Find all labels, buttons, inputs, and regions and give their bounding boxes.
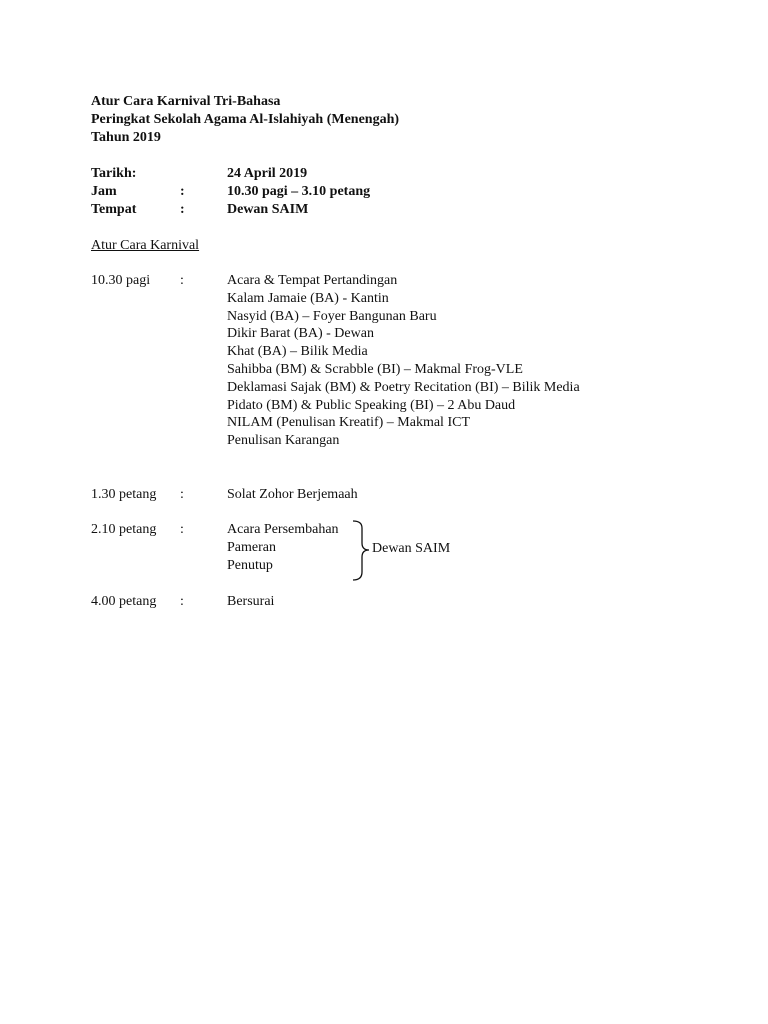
document-title: Atur Cara Karnival Tri-Bahasa bbox=[91, 94, 281, 109]
schedule-time: 10.30 pagi bbox=[91, 273, 151, 288]
schedule-colon: : bbox=[180, 487, 184, 502]
schedule-item: Penutup bbox=[227, 558, 273, 573]
time-label: Jam bbox=[91, 184, 117, 199]
right-brace-icon bbox=[350, 520, 372, 582]
schedule-item: Penulisan Karangan bbox=[227, 433, 340, 449]
document-year: Tahun 2019 bbox=[91, 130, 161, 145]
schedule-item: Pidato (BM) & Public Speaking (BI) – 2 Abu Daud bbox=[227, 397, 516, 413]
schedule-item: Acara & Tempat Pertandingan bbox=[227, 273, 398, 288]
schedule-colon: : bbox=[180, 522, 184, 537]
brace-label: Dewan SAIM bbox=[372, 541, 451, 556]
date-label: Tarikh: bbox=[91, 166, 137, 181]
schedule-item: Solat Zohor Berjemaah bbox=[227, 487, 358, 502]
time-colon: : bbox=[180, 184, 185, 199]
schedule-time: 1.30 petang bbox=[91, 487, 157, 502]
schedule-item: Pameran bbox=[227, 540, 276, 555]
schedule-time: 2.10 petang bbox=[91, 522, 157, 537]
schedule-item: Dikir Barat (BA) - Dewan bbox=[227, 326, 374, 342]
schedule-colon: : bbox=[180, 273, 184, 288]
schedule-item: Khat (BA) – Bilik Media bbox=[227, 344, 368, 360]
time-value: 10.30 pagi – 3.10 petang bbox=[227, 184, 371, 199]
venue-value: Dewan SAIM bbox=[227, 202, 309, 217]
venue-colon: : bbox=[180, 202, 185, 217]
schedule-item: Nasyid (BA) – Foyer Bangunan Baru bbox=[227, 308, 437, 324]
venue-label: Tempat bbox=[91, 202, 137, 217]
section-title: Atur Cara Karnival bbox=[91, 238, 200, 253]
document-subtitle: Peringkat Sekolah Agama Al-Islahiyah (Menengah) bbox=[91, 112, 400, 127]
schedule-colon: : bbox=[180, 594, 184, 609]
schedule-item: Kalam Jamaie (BA) - Kantin bbox=[227, 290, 389, 306]
schedule-item: NILAM (Penulisan Kreatif) – Makmal ICT bbox=[227, 415, 470, 431]
schedule-item: Sahibba (BM) & Scrabble (BI) – Makmal Frog-VLE bbox=[227, 362, 523, 377]
schedule-time: 4.00 petang bbox=[91, 594, 157, 609]
date-value: 24 April 2019 bbox=[227, 166, 308, 181]
schedule-item: Acara Persembahan bbox=[227, 522, 339, 537]
schedule-item: Bersurai bbox=[227, 594, 275, 609]
schedule-item: Deklamasi Sajak (BM) & Poetry Recitation (BI) – Bilik Media bbox=[227, 379, 580, 395]
